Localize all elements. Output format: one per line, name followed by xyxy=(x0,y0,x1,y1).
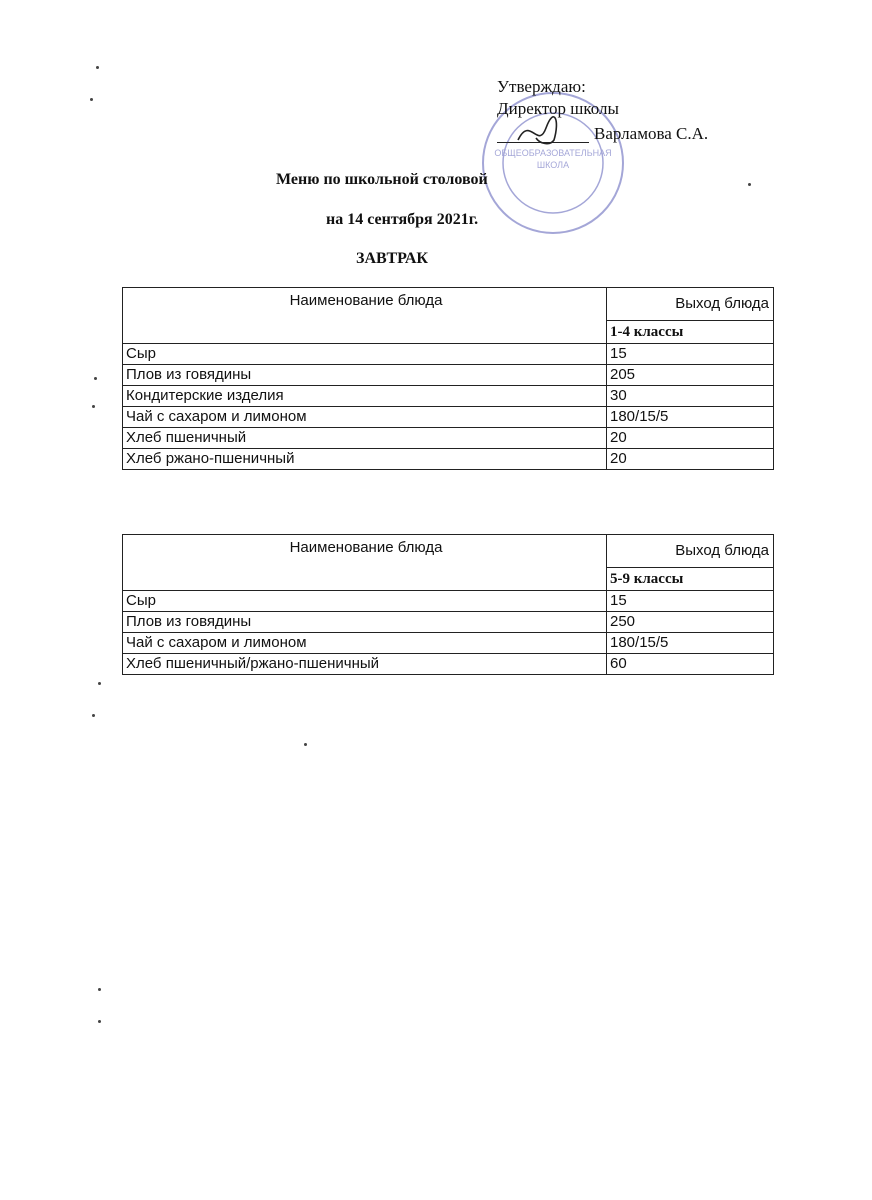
column-header-output: Выход блюда xyxy=(607,288,774,321)
column-header-output: Выход блюда xyxy=(607,535,774,568)
dish-output: 15 xyxy=(607,344,774,365)
dish-name: Хлеб пшеничный/ржано-пшеничный xyxy=(123,654,607,675)
scan-speck xyxy=(92,405,95,408)
svg-text:ОБЩЕОБРАЗОВАТЕЛЬНАЯ: ОБЩЕОБРАЗОВАТЕЛЬНАЯ xyxy=(494,148,612,158)
dish-output: 20 xyxy=(607,449,774,470)
table-row xyxy=(123,428,774,449)
dish-name: Хлеб пшеничный xyxy=(123,428,607,449)
menu-table-grades-1-4 xyxy=(122,287,774,470)
table-row xyxy=(123,344,774,365)
scan-speck xyxy=(748,183,751,186)
scan-speck xyxy=(98,1020,101,1023)
scan-speck xyxy=(98,682,101,685)
table-row xyxy=(123,591,774,612)
table-row xyxy=(123,612,774,633)
svg-text:ШКОЛА: ШКОЛА xyxy=(536,160,570,170)
scan-speck xyxy=(90,98,93,101)
scan-speck xyxy=(94,377,97,380)
director-name: Варламова С.А. xyxy=(594,124,709,143)
dish-name: Сыр xyxy=(123,344,607,365)
table-row xyxy=(123,365,774,386)
dish-name: Плов из говядины xyxy=(123,612,607,633)
scan-speck xyxy=(304,743,307,746)
director-position: Директор школы xyxy=(497,99,619,118)
grade-group-label: 1-4 классы xyxy=(607,321,774,344)
scan-speck xyxy=(96,66,99,69)
dish-output: 30 xyxy=(607,386,774,407)
table-row xyxy=(123,654,774,675)
table-row xyxy=(123,449,774,470)
dish-name: Плов из говядины xyxy=(123,365,607,386)
dish-name: Хлеб ржано-пшеничный xyxy=(123,449,607,470)
table-row xyxy=(123,407,774,428)
table-row xyxy=(123,386,774,407)
scan-speck xyxy=(92,714,95,717)
menu-date: на 14 сентября 2021г. xyxy=(326,211,479,228)
column-header-dish: Наименование блюда xyxy=(123,535,607,591)
dish-name: Кондитерские изделия xyxy=(123,386,607,407)
approve-label: Утверждаю: xyxy=(497,77,586,96)
signature-mark xyxy=(510,110,580,150)
dish-output: 180/15/5 xyxy=(607,633,774,654)
dish-output: 60 xyxy=(607,654,774,675)
table-row xyxy=(123,633,774,654)
dish-output: 180/15/5 xyxy=(607,407,774,428)
meal-title: ЗАВТРАК xyxy=(356,250,429,267)
dish-output: 205 xyxy=(607,365,774,386)
menu-title: Меню по школьной столовой xyxy=(276,171,488,188)
column-header-dish: Наименование блюда xyxy=(123,288,607,344)
scan-speck xyxy=(98,988,101,991)
dish-output: 20 xyxy=(607,428,774,449)
grade-group-label: 5-9 классы xyxy=(607,568,774,591)
dish-name: Сыр xyxy=(123,591,607,612)
dish-name: Чай с сахаром и лимоном xyxy=(123,407,607,428)
dish-output: 15 xyxy=(607,591,774,612)
menu-table-grades-5-9 xyxy=(122,534,774,675)
dish-output: 250 xyxy=(607,612,774,633)
dish-name: Чай с сахаром и лимоном xyxy=(123,633,607,654)
